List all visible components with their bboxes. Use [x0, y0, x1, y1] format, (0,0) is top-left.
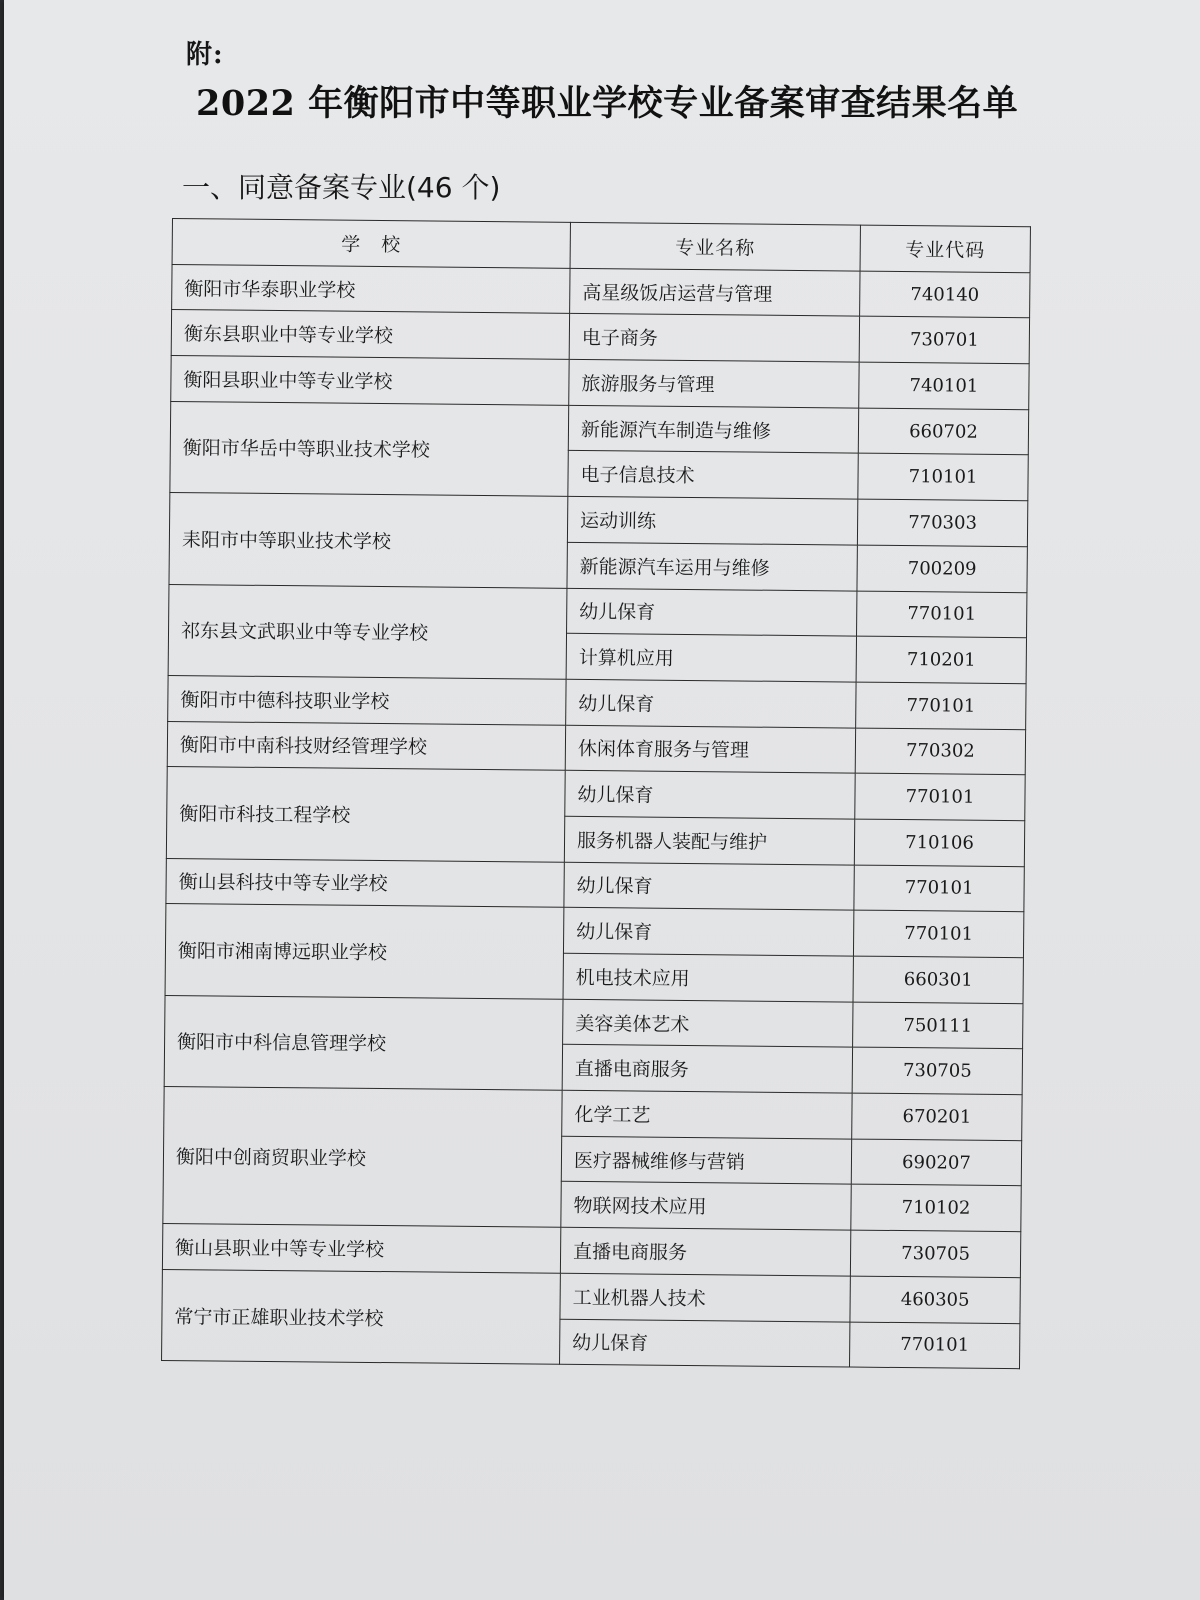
- major-name-cell: 机电技术应用: [563, 953, 853, 1001]
- school-name-cell: 衡阳市华岳中等职业技术学校: [170, 401, 569, 496]
- major-name-cell: 幼儿保育: [563, 908, 853, 956]
- table-row: [167, 767, 1025, 821]
- results-table-container: [161, 218, 1032, 1369]
- major-code-cell: 460305: [850, 1276, 1020, 1323]
- major-name-cell: 医疗器械维修与营销: [561, 1136, 851, 1184]
- school-name-cell: 祁东县文武职业中等专业学校: [168, 584, 567, 679]
- major-code-cell: 730705: [850, 1230, 1020, 1277]
- major-code-cell: 710201: [856, 636, 1026, 683]
- major-code-cell: 740101: [859, 362, 1029, 409]
- school-name-cell: 衡阳市科技工程学校: [166, 767, 565, 862]
- table-row: [165, 904, 1023, 958]
- results-table: [161, 218, 1031, 1369]
- school-name-cell: 衡阳市中南科技财经管理学校: [167, 721, 565, 771]
- table-row: [164, 1087, 1022, 1141]
- school-name-cell: 衡阳中创商贸职业学校: [163, 1087, 562, 1228]
- major-code-cell: 690207: [851, 1139, 1021, 1186]
- major-code-cell: 710101: [858, 454, 1028, 501]
- paper-sheet: [4, 0, 1200, 1600]
- table-row: [168, 675, 1026, 729]
- header-major-name: 专业名称: [570, 222, 860, 270]
- table-row: [171, 310, 1029, 364]
- table-row: [169, 584, 1027, 638]
- major-name-cell: 直播电商服务: [560, 1227, 850, 1275]
- header-school: 学 校: [172, 219, 570, 269]
- major-code-cell: 770101: [855, 773, 1025, 820]
- table-row: [165, 995, 1023, 1049]
- major-name-cell: 新能源汽车运用与维修: [567, 542, 857, 590]
- major-name-cell: 幼儿保育: [564, 862, 854, 910]
- major-code-cell: 770303: [857, 499, 1027, 546]
- school-name-cell: 衡阳市湘南博远职业学校: [165, 904, 564, 999]
- major-name-cell: 电子商务: [569, 314, 859, 362]
- major-code-cell: 710106: [854, 819, 1024, 866]
- major-code-cell: 770302: [855, 728, 1025, 775]
- major-code-cell: 740140: [860, 271, 1030, 318]
- major-code-cell: 700209: [857, 545, 1027, 592]
- table-row: [169, 493, 1027, 547]
- school-name-cell: 衡阳市华泰职业学校: [172, 264, 570, 314]
- major-code-cell: 770101: [849, 1322, 1019, 1369]
- major-name-cell: 新能源汽车制造与维修: [568, 405, 858, 453]
- major-name-cell: 化学工艺: [562, 1090, 852, 1138]
- major-name-cell: 幼儿保育: [567, 588, 857, 636]
- table-row: [167, 721, 1025, 775]
- table-row: [162, 1224, 1020, 1278]
- major-name-cell: 幼儿保育: [560, 1319, 850, 1367]
- table-row: [172, 264, 1030, 318]
- school-name-cell: 常宁市正雄职业技术学校: [162, 1269, 561, 1364]
- major-code-cell: 770101: [854, 865, 1024, 912]
- major-code-cell: 730705: [852, 1047, 1022, 1094]
- school-name-cell: 衡东县职业中等专业学校: [171, 310, 569, 360]
- major-name-cell: 幼儿保育: [565, 771, 855, 819]
- major-name-cell: 运动训练: [567, 496, 857, 544]
- table-row: [166, 858, 1024, 912]
- school-name-cell: 衡阳县职业中等专业学校: [171, 356, 569, 406]
- major-name-cell: 工业机器人技术: [560, 1273, 850, 1321]
- table-row: [170, 401, 1028, 455]
- major-name-cell: 物联网技术应用: [561, 1182, 851, 1230]
- table-body: [162, 264, 1030, 1369]
- major-code-cell: 730701: [859, 316, 1029, 363]
- major-code-cell: 670201: [852, 1093, 1022, 1140]
- major-code-cell: 660301: [853, 956, 1023, 1003]
- major-name-cell: 电子信息技术: [568, 451, 858, 499]
- table-header-row: [172, 219, 1030, 273]
- major-name-cell: 美容美体艺术: [563, 999, 853, 1047]
- major-code-cell: 770101: [853, 910, 1023, 957]
- header-major-code: 专业代码: [860, 225, 1030, 272]
- major-code-cell: 660702: [858, 408, 1028, 455]
- school-name-cell: 衡山县职业中等专业学校: [162, 1224, 560, 1274]
- attachment-label: 附:: [186, 40, 224, 70]
- major-name-cell: 休闲体育服务与管理: [565, 725, 855, 773]
- school-name-cell: 衡山县科技中等专业学校: [166, 858, 564, 908]
- major-name-cell: 服务机器人装配与维护: [564, 816, 854, 864]
- school-name-cell: 耒阳市中等职业技术学校: [169, 493, 568, 588]
- major-code-cell: 750111: [853, 1002, 1023, 1049]
- table-row: [171, 356, 1029, 410]
- major-name-cell: 旅游服务与管理: [569, 359, 859, 407]
- school-name-cell: 衡阳市中科信息管理学校: [164, 995, 563, 1090]
- school-name-cell: 衡阳市中德科技职业学校: [168, 675, 566, 725]
- table-row: [162, 1269, 1020, 1323]
- major-name-cell: 直播电商服务: [562, 1045, 852, 1093]
- major-code-cell: 770101: [856, 682, 1026, 729]
- major-name-cell: 高星级饭店运营与管理: [570, 268, 860, 316]
- major-code-cell: 710102: [851, 1185, 1021, 1232]
- major-name-cell: 幼儿保育: [566, 679, 856, 727]
- major-name-cell: 计算机应用: [566, 633, 856, 681]
- major-code-cell: 770101: [857, 591, 1027, 638]
- section-heading: 一、同意备案专业(46 个): [182, 171, 501, 204]
- document-title: 2022 年衡阳市中等职业学校专业备案审查结果名单: [196, 83, 1019, 124]
